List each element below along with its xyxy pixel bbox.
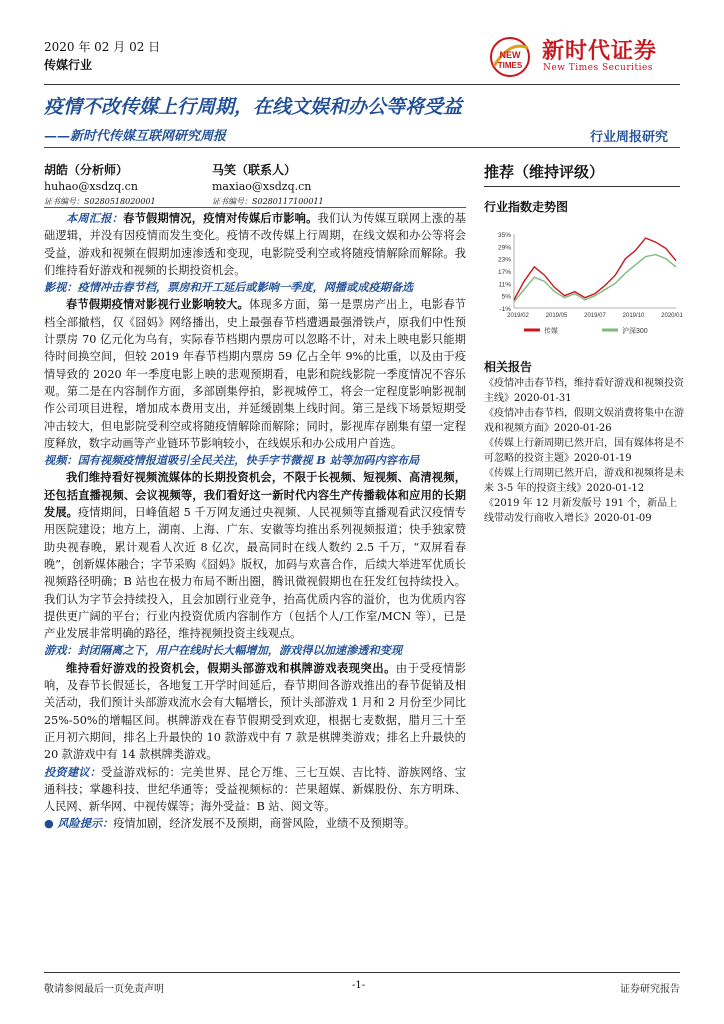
x-tick-label: 2019/05 [545, 313, 568, 319]
series-line-传媒 [514, 238, 676, 300]
series-line-沪深300 [514, 255, 676, 302]
rating: 推荐（维持评级） [484, 163, 605, 181]
related-report[interactable]: 《疫情冲击春节档，维持看好游戏和视频投资主线》2020-01-31 [484, 378, 684, 404]
author-2 [212, 161, 296, 178]
section-heading-games: 游戏：封闭隔离之下，用户在线时长大幅增加，游戏得以加速渗透和变现 [44, 643, 403, 658]
x-tick-label: 2019/07 [584, 313, 606, 319]
paragraph-video: 我们维持看好视频流媒体的长期投资机会，不限于长视频、短视频、高清视频，还包括直播视频、会议视频等，我们看好这一新时代内容生产传播载体和应用的长期发展。疫情期间，日峰值超 5 千万网友通过央视频、人民视频等直播观看武汉疫情专用医院建设；地方上，湖南、上海、广东、安徽等均推出系列视频报道；快手独家赞助央视春晚，累计观看人次近 8 亿次，最高同时在线人数约 2.5 千万，“双屏看春晚”，创新媒体融合；字节采购《囧妈》版权，加码与欢喜合作，后续大举进军优质长视频路径明确；B 站也在极力布局不断出圈，腾讯微视假期也在狂发红包持续投入。我们认为字节会持续投入，且会加剧行业竞争，抬高优质内容的溢价，也为优质内容提供更广阔的平台；行业内投资优质内容制作方（包括个人/工作室/MCN 等），已是产业发展非常明确的路径，维持视频投资主线观点。 [44, 470, 466, 641]
report-title: 疫情不改传媒上行周期，在线文娱和办公等将受益 [44, 96, 463, 118]
paragraph-games: 维持看好游戏的投资机会，假期头部游戏和棋牌游戏表现突出。由于受疫情影响，及春节长假延长，各地复工开学时间延后，春节期间各游戏推出的春节促销及相关活动，我们预计头部游戏流水会有大幅增长，预计头部游戏 1 月和 2 月份至少同比 25%-50%的增幅区间。棋牌游戏在春节假期受到欢迎，根据七麦数据，腊月三十至正月初六期间，排名上升最快的 10 款游戏中有 7 款是棋牌类游戏；排名上升最快的 20 款游戏中有 14 款棋牌类游戏。 [44, 660, 466, 762]
svg-text:TIMES: TIMES [497, 61, 523, 70]
paragraph-summary: 本周汇报：春节假期情况，疫情对传媒后市影响。我们认为传媒互联网上涨的基础逻辑，并没有因疫情而发生变化。疫情不改传媒上行周期，在线文娱和办公等将会受益，游戏和视频在假期加速渗透和变现，电影院受利空或将随疫情解除而解除。我们维持看好游戏和视频的长期投资机会。 [44, 211, 466, 277]
company-logo [486, 34, 676, 80]
report-subtitle: ——新时代传媒互联网研究周报 [44, 129, 227, 144]
related-report[interactable]: 《疫情冲击春节档，假期文娱消费将集中在游戏和视频方面》2020-01-26 [484, 408, 684, 434]
trend-chart [484, 228, 683, 352]
author-2-email: maxiao@xsdzq.cn [212, 180, 312, 193]
section-heading-film: 影视：疫情冲击春节档，票房和开工延后或影响一季度，网播或成疫期备选 [44, 280, 414, 295]
y-tick-label: -1% [499, 306, 511, 313]
report-type: 行业周报研究 [590, 130, 669, 145]
logo-english-name: New Times Securities [543, 63, 653, 73]
footer-disclaimer[interactable]: 敬请参阅最后一页免责声明 [44, 984, 164, 995]
header-divider [44, 84, 680, 85]
rating-divider [484, 186, 680, 187]
industry-label: 传媒行业 [44, 58, 93, 72]
related-report[interactable]: 《传媒上行新周期已然开启，国有媒体将是不可忽略的投资主题》2020-01-19 [484, 438, 684, 464]
legend-label: 传媒 [544, 328, 558, 335]
y-tick-label: 17% [497, 269, 511, 276]
y-tick-label: 29% [497, 244, 511, 252]
related-reports-list [484, 376, 684, 526]
paragraph-risk: ● 风险提示：疫情加剧，经济发展不及预期，商誉风险，业绩不及预期等。 [44, 816, 416, 831]
logo-chinese-name: 新时代证券 [542, 38, 658, 64]
footer-report-label: 证券研究报告 [620, 984, 680, 995]
author-1 [44, 161, 128, 178]
x-tick-label: 2019/10 [622, 313, 645, 319]
author-divider [44, 207, 466, 208]
author-1-email: huhao@xsdzq.cn [44, 180, 138, 193]
author-1-name: 胡皓（分析师） [44, 163, 129, 177]
section-heading-video: 视频：国有视频疫情报道吸引全民关注，快手字节微视 B 站等加码内容布局 [44, 453, 420, 468]
bullet-icon: ● [44, 817, 54, 831]
svg-text:NEW: NEW [499, 50, 521, 60]
author-2-cert: 证书编号：S0280117100011 [212, 197, 324, 206]
title-divider [44, 147, 680, 148]
paragraph-investment: 投资建议：受益游戏标的：完美世界、昆仑万维、三七互娱、吉比特、游族网络、宝通科技；掌趣科技、世纪华通等；受益视频标的：芒果超媒、新媒股份、东方明珠、人民网、新华网、中视传媒等；海外受益：B 站、阅文等。 [44, 764, 466, 814]
x-tick-label: 2020/01 [661, 313, 683, 319]
trend-chart-title: 行业指数走势图 [484, 200, 569, 214]
related-report[interactable]: 《2019 年 12 月新发版号 191 个，新品上线带动发行商收入增长》2020-01-09 [484, 498, 678, 524]
paragraph-film: 春节假期疫情对影视行业影响较大。体现多方面，第一是票房产出上，电影春节档全部撤档，仅《囧妈》网络播出，史上最强春节档遭遇最强滑铁卢，原我们中性预计票房 70 亿元化为乌有，实际春节档期内票房可以忽略不计，对未上映电影只能期待时间换空间，但较 2019 年春节档期内票房 59 亿占全年 9%的比重，以及由于疫情导致的 2020 年一季度电影上映的悲观预期看，电影和院线影院一季度情况不容乐观。第二是在内容制作方面，多部剧集停拍，影视城停工，将会一定程度影响影视制作公司项目进程，增加成本费用支出，并延缓剧集上线时间。第三是线下场景短期受冲击较大，但电影院受利空或将随疫情解除而解除；同时，影视库存剧集有望一定程度释放，数字动画等产业链环节影响较小，在线娱乐和办公成用户首选。 [44, 297, 466, 450]
y-tick-label: 5% [501, 293, 511, 301]
report-date: 2020 年 02 月 02 日 [44, 40, 161, 54]
page-number: -1- [352, 980, 366, 991]
related-report[interactable]: 《传媒上行周期已然开启，游戏和视频将是未来 3-5 年的投资主线》2020-01-12 [484, 468, 684, 494]
legend-label: 沪深300 [622, 328, 648, 335]
author-2-name: 马笑（联系人） [212, 163, 297, 177]
y-tick-label: 23% [497, 256, 511, 264]
related-reports-title: 相关报告 [484, 360, 533, 374]
company-logo-mark-icon [486, 36, 534, 78]
author-1-cert: 证书编号：S0280518020001 [44, 197, 156, 206]
x-tick-label: 2019/02 [507, 313, 529, 319]
y-tick-label: 11% [498, 281, 511, 289]
report-body [44, 210, 466, 833]
y-tick-label: 35% [497, 232, 511, 239]
footer-divider [44, 972, 680, 973]
